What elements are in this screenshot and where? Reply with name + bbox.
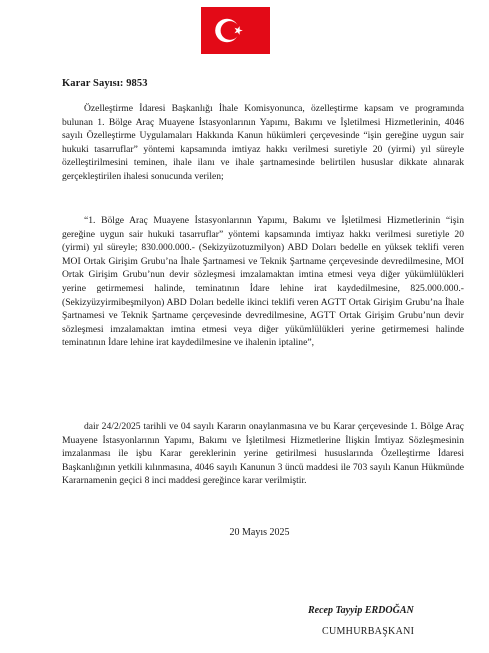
turkish-flag-icon <box>201 7 270 54</box>
paragraph-quoted-decision: “1. Bölge Araç Muayene İstasyonlarının Yapımı, Bakımı ve İşletilmesi Hizmetlerinin “işin gereğine uygun sair hukuki tasarruflar” yöntemi kapsamında imtiyaz hakkı verilmesi suretiyle 20 (yirmi) yıl süreyle; 830.000.000.- (Sekizyüzotuzmilyon) ABD Doları bedelle en yüksek teklifi veren MOI Ortak Girişim Grubu’na İhale Şartnamesi ve Teknik Şartname çerçevesinde devredilmesine, MOI Ortak Girişim Grubu’nun devir sözleşmesi imzalamaktan imtina etmesi veya diğer yükümlülükleri yerine getirmemesi halinde, teminatının İdare lehine irat kaydedilmesine, 825.000.000.- (Sekizyüzyirmibeşmilyon) ABD Doları bedelle ikinci teklifi veren AGTT Ortak Girişim Grubu’na İhale Şartnamesi ve Teknik Şartname çerçevesinde devredilmesine, AGTT Ortak Girişim Grubu’nun devir sözleşmesi imzalamaktan imtina etmesi veya diğer yükümlülükleri yerine getirmemesi halinde teminatının İdare lehine irat kaydedilmesine ve ihalenin iptaline”, <box>62 215 464 349</box>
paragraph-preamble: Özelleştirme İdaresi Başkanlığı İhale Komisyonunca, özelleştirme kapsam ve programında bulunan 1. Bölge Araç Muayene İstasyonlarının Yapımı, Bakımı ve İşletilmesi Hizmetlerinin, 4046 sayılı Özelleştirme Uygulamaları Hakkında Kanun hükümleri çerçevesinde “işin gereğine uygun sair hukuki tasarruflar” yöntemi kapsamında imtiyaz hakkı verilmesi suretiyle 20 (yirmi) yıl süreyle özelleştirilmesini teminen, ihale ilanı ve ihale şartnamesinde belirtilen hususlar dikkate alınarak gerçekleştirilen ihalesi sonucunda verilen; <box>62 103 464 182</box>
signatory-name: Recep Tayyip ERDOĞAN <box>308 605 414 616</box>
flag-graphic <box>201 7 270 54</box>
decree-number: Karar Sayısı: 9853 <box>62 78 148 89</box>
signatory-title: CUMHURBAŞKANI <box>322 626 415 637</box>
decree-date: 20 Mayıs 2025 <box>229 527 290 538</box>
paragraph-approval: dair 24/2/2025 tarihli ve 04 sayılı Kararın onaylanmasına ve bu Karar çerçevesinde 1. Bölge Araç Muayene İstasyonlarının Yapımı, Bakımı ve İşletilmesi Hizmetlerine İlişkin İmtiyaz Sözleşmesinin imzalanması ile işbu Karar gereklerinin yerine getirilmesi hususlarında Özelleştirme İdaresi Başkanlığının yetkili kılınmasına, 4046 sayılı Kanunun 3 üncü maddesi ile 703 sayılı Kanun Hükmünde Kararnamenin geçici 8 inci maddesi gereğince karar verilmiştir. <box>62 421 464 487</box>
